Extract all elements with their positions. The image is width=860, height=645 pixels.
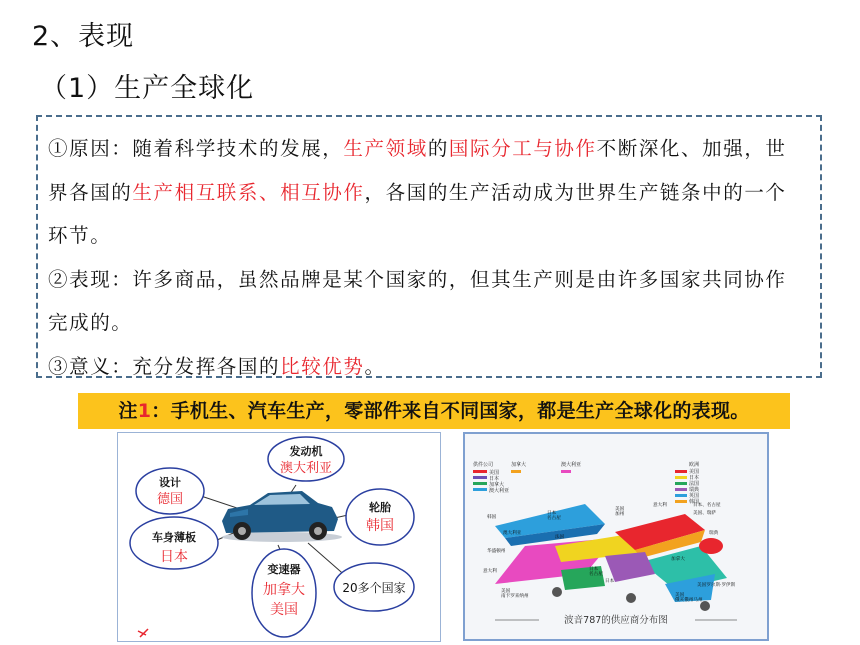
legend-right-item-6: 韩国 (689, 499, 700, 505)
gearbox-country-1: 加拿大 (263, 582, 305, 598)
tag-9: 华盛顿州 (487, 549, 506, 554)
legend-left-item-4: 澳大利亚 (489, 488, 510, 494)
legend-left-item-1: 美国 (489, 470, 500, 476)
legend-right-item-1: 美国 (689, 469, 700, 475)
manifestation-paragraph: ②表现：许多商品，虽然品牌是某个国家的，但其生产则是由许多国家共同协作完成的。 (48, 267, 787, 334)
tag-13: 瑞典 (709, 531, 719, 536)
legend-left-item-3: 加拿大 (489, 482, 505, 488)
tag-15: 日本 (605, 579, 615, 584)
legend-right-item-3: 法国 (689, 481, 700, 487)
legend-right-title: 欧洲 (689, 462, 700, 468)
content-box (36, 115, 822, 378)
reason-highlight-division: 国际分工与协作 (448, 137, 597, 160)
tag-5: 美国、瑞萨 (693, 511, 716, 516)
legend-mid-1: 加拿大 (511, 462, 527, 468)
reason-text-e: 不断深化、加强，世界各国的 (48, 137, 787, 204)
engine-country: 澳大利亚 (279, 461, 333, 476)
tag-10: 意大利 (483, 569, 497, 574)
engine-title: 发动机 (289, 445, 323, 458)
tag-6: 韩国 (487, 515, 497, 520)
significance-text-a: ③意义：充分发挥各国的 (48, 354, 281, 378)
tag-17: 美国俄亥俄州马州 (675, 593, 703, 604)
note-prefix: 注 (118, 400, 138, 422)
reason-paragraph (48, 127, 806, 258)
section-heading: 2、表现 (32, 21, 135, 52)
tag-11: 日本名古屋 (589, 567, 603, 578)
gearbox-title: 变速器 (267, 563, 301, 576)
body-country: 日本 (160, 549, 188, 565)
legend-left-item-2: 日本 (489, 476, 500, 482)
tag-4: 日本、名古屋 (693, 503, 721, 508)
plane-supply-diagram (463, 432, 769, 641)
tag-7: 澳大利亚 (503, 531, 522, 536)
subsection-heading: （1）生产全球化 (40, 73, 255, 104)
reason-text-g: ，各国的生产活动成为世界生产链条中的一个环节。 (48, 180, 787, 247)
significance-text-c: 。 (364, 354, 386, 378)
gearbox-country-2: 美国 (270, 602, 298, 618)
tag-1: 日本名古屋 (547, 511, 561, 522)
design-country: 德国 (156, 492, 184, 507)
reason-highlight-cooperation: 生产相互联系、相互协作 (132, 180, 365, 204)
tire-title: 轮胎 (369, 501, 391, 514)
legend-right-item-5: 英国 (689, 493, 700, 499)
plane-caption: 波音787的供应商分布图 (564, 615, 668, 626)
significance-paragraph (48, 345, 806, 389)
design-title: 设计 (159, 476, 181, 489)
car-supply-diagram (117, 432, 441, 642)
note-number: 1 (137, 400, 152, 422)
others-text: 20多个国家 (342, 581, 406, 595)
reason-text-a: ①原因：随着科学技术的发展， (48, 137, 344, 160)
note-text: ：手机生、汽车生产，零部件来自不同国家，都是生产全球化的表现。 (151, 400, 750, 422)
tag-8: 法国 (555, 535, 565, 540)
tire-country: 韩国 (366, 518, 394, 534)
legend-right-item-2: 日本 (689, 475, 700, 481)
significance-highlight: 比较优势 (280, 354, 365, 378)
legend-left-title: 供件公司 (473, 462, 494, 468)
tag-3: 意大利 (653, 503, 667, 508)
tag-14: 美国南卡罗来纳州 (501, 589, 529, 600)
reason-text-c: 的 (427, 137, 449, 160)
legend-right-item-4: 瑞典 (689, 487, 700, 493)
note-banner (78, 393, 790, 429)
tag-16: 美国罗尔斯·罗伊斯 (697, 583, 736, 588)
body-title: 车身薄板 (152, 531, 196, 544)
tag-12: 加拿大 (671, 557, 685, 562)
tag-2: 美国加州 (615, 507, 625, 518)
legend-mid-2: 澳大利亚 (561, 462, 582, 468)
car-image (222, 491, 342, 542)
reason-highlight-production-field: 生产领域 (343, 137, 428, 160)
